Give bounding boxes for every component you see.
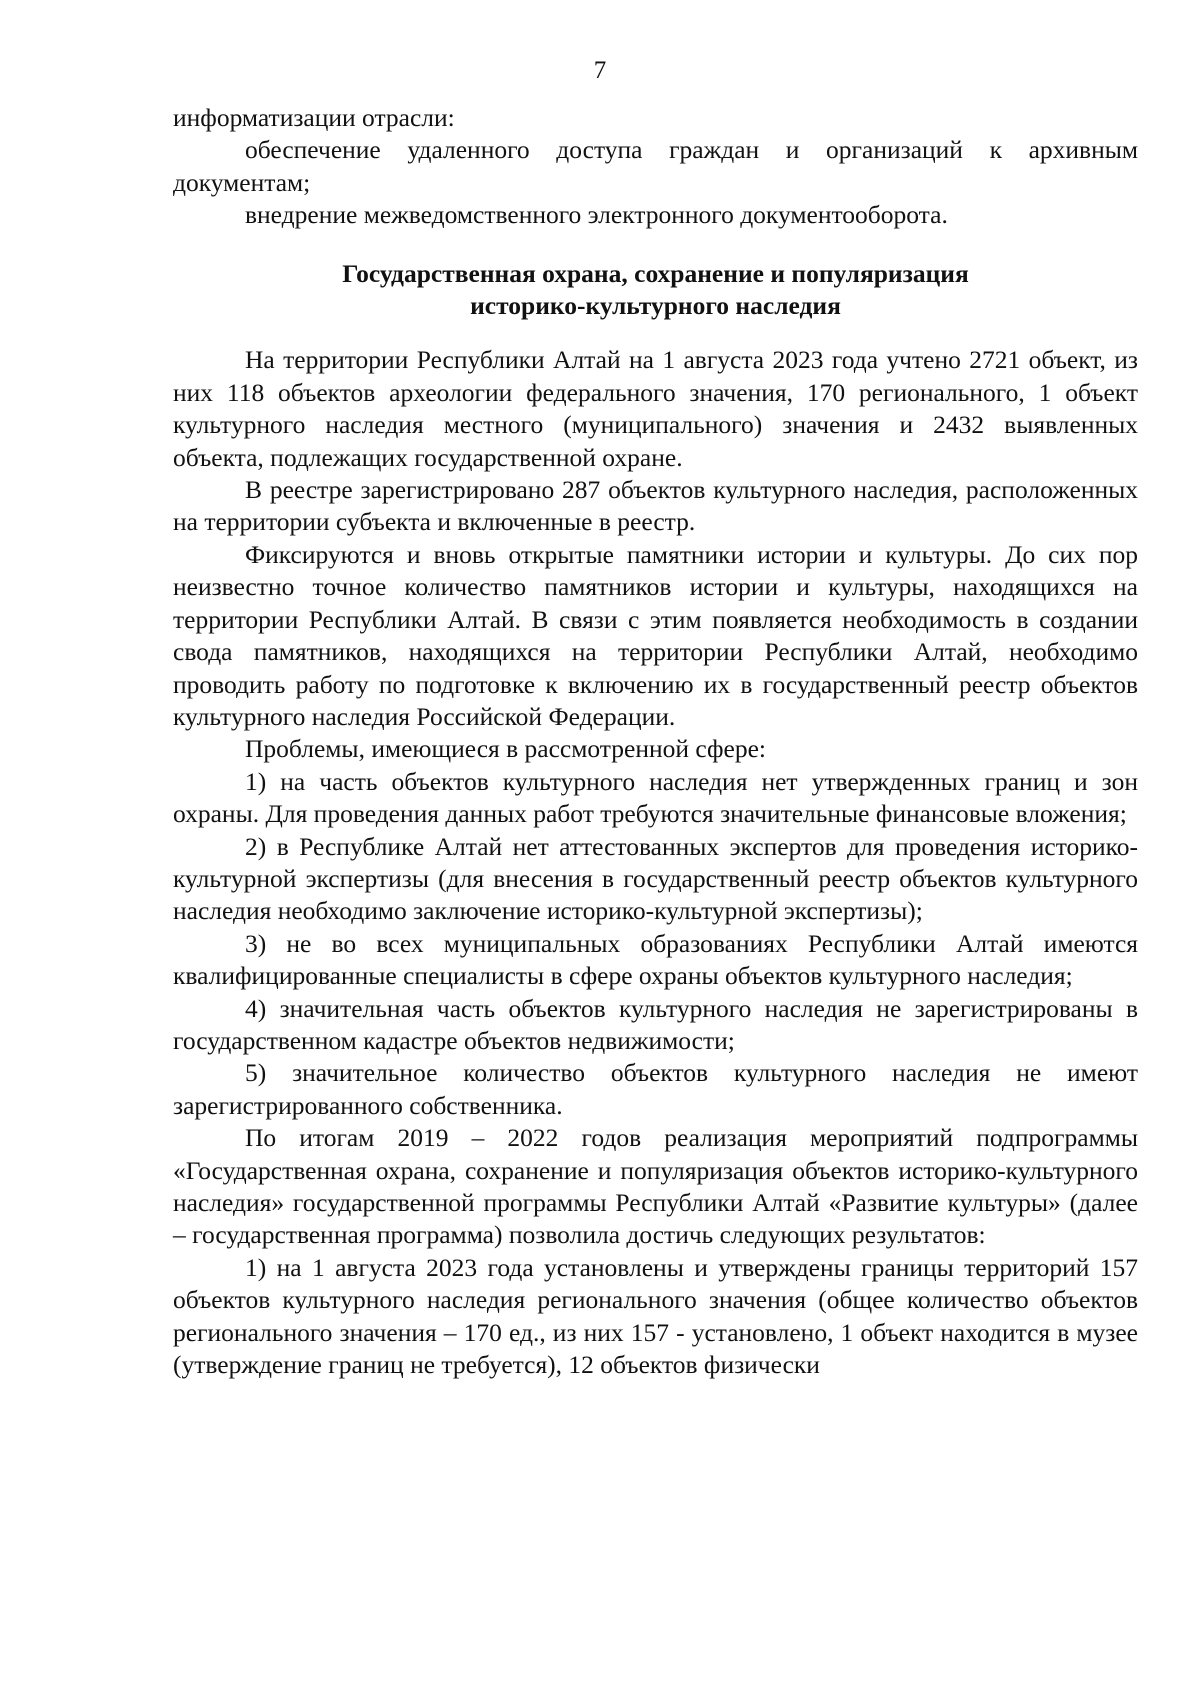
page-number: 7 <box>593 57 607 84</box>
list-item-problem-3: 3) не во всех муниципальных образованиях Республики Алтай имеются квалифицированные специалисты в сфере охраны объектов культурного наследия; <box>173 928 1138 991</box>
paragraph-edms: внедрение межведомственного электронного документооборота. <box>245 200 948 230</box>
list-item-problem-4: 4) значительная часть объектов культурного наследия не зарегистрированы в государственном кадастре объектов недвижимости; <box>173 993 1138 1055</box>
list-item-result-1: 1) на 1 августа 2023 года установлены и утверждены границы территорий 157 объектов культурного наследия регионального значения (общее количество объектов регионального значения – 170 ед., из них 157 - установлено, 1 объект находится в музее (утверждение границ не требуется), 12 объектов физически <box>173 1252 1138 1380</box>
list-item-problem-5: 5) значительное количество объектов культурного наследия не имеют зарегистрированного собственника. <box>173 1058 1138 1120</box>
section-heading-line-1: Государственная охрана, сохранение и популяризация <box>342 258 969 288</box>
list-item-problem-1: 1) на часть объектов культурного наследия нет утвержденных границ и зон охраны. Для проведения данных работ требуются значительные финансовые вложения; <box>173 766 1138 829</box>
paragraph-problems-intro: Проблемы, имеющиеся в рассмотренной сфере: <box>245 734 767 764</box>
section-heading-line-2: историко-культурного наследия <box>470 291 841 321</box>
list-item-problem-2: 2) в Республике Алтай нет аттестованных экспертов для проведения историко-культурной экспертизы (для внесения в государственный реестр объектов культурного наследия необходимо заключение историко-культурной экспертизы); <box>173 831 1138 926</box>
paragraph-registry: В реестре зарегистрировано 287 объектов культурного наследия, расположенных на территории субъекта и включенные в реестр. <box>173 475 1138 537</box>
paragraph-objects-count: На территории Республики Алтай на 1 августа 2023 года учтено 2721 объект, из них 118 объектов археологии федерального значения, 170 регионального, 1 объект культурного наследия местного (муниципального) значения и 2432 выявленных объекта, подлежащих государственной охране. <box>173 345 1138 472</box>
section-heading <box>173 258 1138 323</box>
paragraph-remote-access: обеспечение удаленного доступа граждан и организаций к архивным документам; <box>173 135 1138 197</box>
paragraph-results-intro: По итогам 2019 – 2022 годов реализация мероприятий подпрограммы «Государственная охрана, сохранение и популяризация объектов историко-культурного наследия» государственной программы Республики Алтай «Развитие культуры» (далее – государственная программа) позволила достичь следующих результатов: <box>173 1123 1138 1250</box>
paragraph-intro-continuation: информатизации отрасли: <box>173 103 455 132</box>
paragraph-new-monuments: Фиксируются и вновь открытые памятники истории и культуры. До сих пор неизвестно точное количество памятников истории и культуры, находящихся на территории Республики Алтай. В связи с этим появляется необходимость в создании свода памятников, находящихся на территории Республики Алтай, необходимо проводить работу по подготовке к включению их в государственный реестр объектов культурного наследия Российской Федерации. <box>173 539 1138 731</box>
document-body <box>173 102 1138 1381</box>
